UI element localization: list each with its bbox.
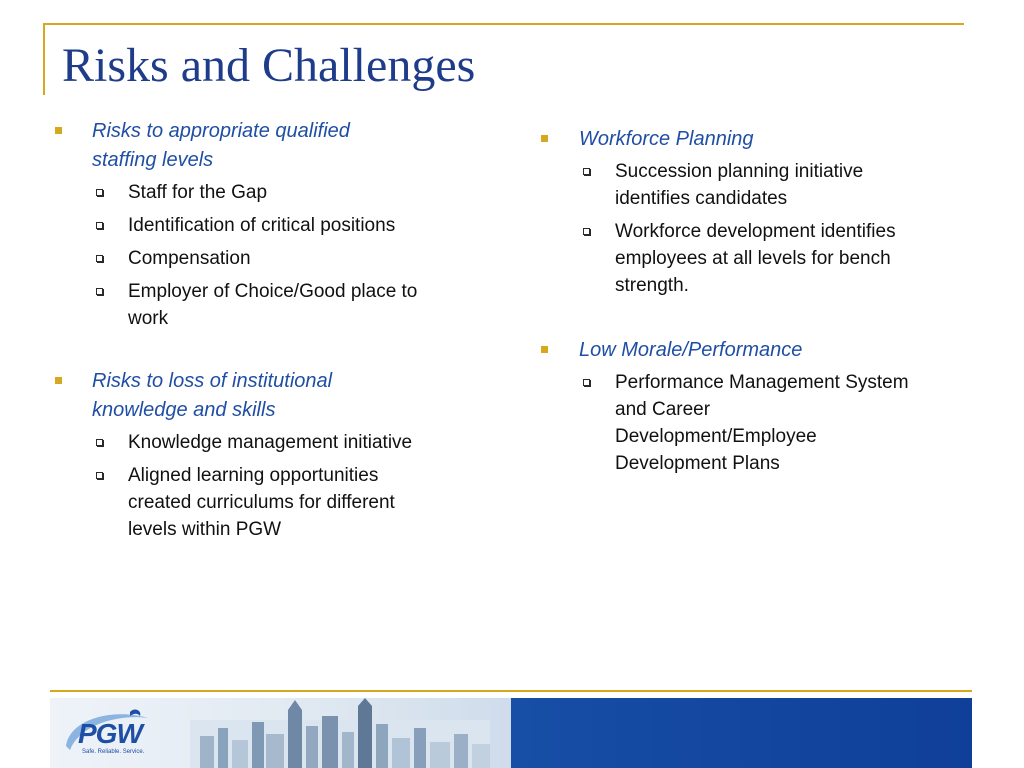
sub-item-line: Identification of critical positions — [128, 215, 396, 236]
title-frame-left-rule — [43, 23, 45, 95]
section-heading-line: Risks to appropriate qualified — [92, 120, 350, 142]
sub-item-line: and Career — [615, 399, 711, 420]
section-heading-line: Risks to loss of institutional — [92, 370, 333, 392]
slide-title: Risks and Challenges — [62, 39, 476, 92]
sub-item-line: Performance Management System — [615, 372, 909, 393]
sub-item-line: Development Plans — [615, 453, 780, 474]
sub-item-line: Aligned learning opportunities — [128, 465, 379, 486]
section-heading-line: staffing levels — [92, 149, 214, 171]
section-heading-line: knowledge and skills — [92, 399, 276, 421]
sub-item-line: work — [128, 308, 169, 329]
sub-item-line: Workforce development identifies — [615, 221, 896, 242]
city-skyline-image — [190, 698, 490, 768]
sub-item-line: identifies candidates — [615, 188, 788, 209]
logo-wordmark: PGW — [78, 718, 142, 749]
footer-divider — [50, 690, 972, 692]
sub-bullet-icon — [96, 439, 103, 446]
section-heading-line: Workforce Planning — [579, 128, 754, 150]
sub-bullet-icon — [583, 379, 590, 386]
heading-bullet-icon — [541, 135, 548, 142]
sub-bullet-icon — [96, 255, 103, 262]
sub-bullet-icon — [583, 168, 590, 175]
sub-item-line: created curriculums for different — [128, 492, 395, 513]
sub-bullet-icon — [96, 222, 103, 229]
sub-item-line: Development/Employee — [615, 426, 817, 447]
title-frame-top-rule — [43, 23, 964, 25]
section-heading-line: Low Morale/Performance — [579, 339, 803, 361]
sub-item-line: Succession planning initiative — [615, 161, 864, 182]
sub-bullet-icon — [96, 472, 103, 479]
sub-bullet-icon — [583, 228, 590, 235]
sub-bullet-icon — [96, 189, 103, 196]
sub-item-line: Employer of Choice/Good place to — [128, 281, 418, 302]
heading-bullet-icon — [55, 377, 62, 384]
sub-bullet-icon — [96, 288, 103, 295]
pgw-logo — [60, 708, 160, 758]
sub-item-line: employees at all levels for bench — [615, 248, 891, 269]
heading-bullet-icon — [55, 127, 62, 134]
logo-tagline: Safe. Reliable. Service. — [82, 749, 145, 755]
heading-bullet-icon — [541, 346, 548, 353]
sub-item-line: levels within PGW — [128, 519, 282, 540]
footer-banner — [50, 698, 972, 768]
sub-item-line: Knowledge management initiative — [128, 432, 413, 453]
sub-item-line: Compensation — [128, 248, 251, 269]
sub-item-line: Staff for the Gap — [128, 182, 268, 203]
sub-item-line: strength. — [615, 275, 689, 296]
